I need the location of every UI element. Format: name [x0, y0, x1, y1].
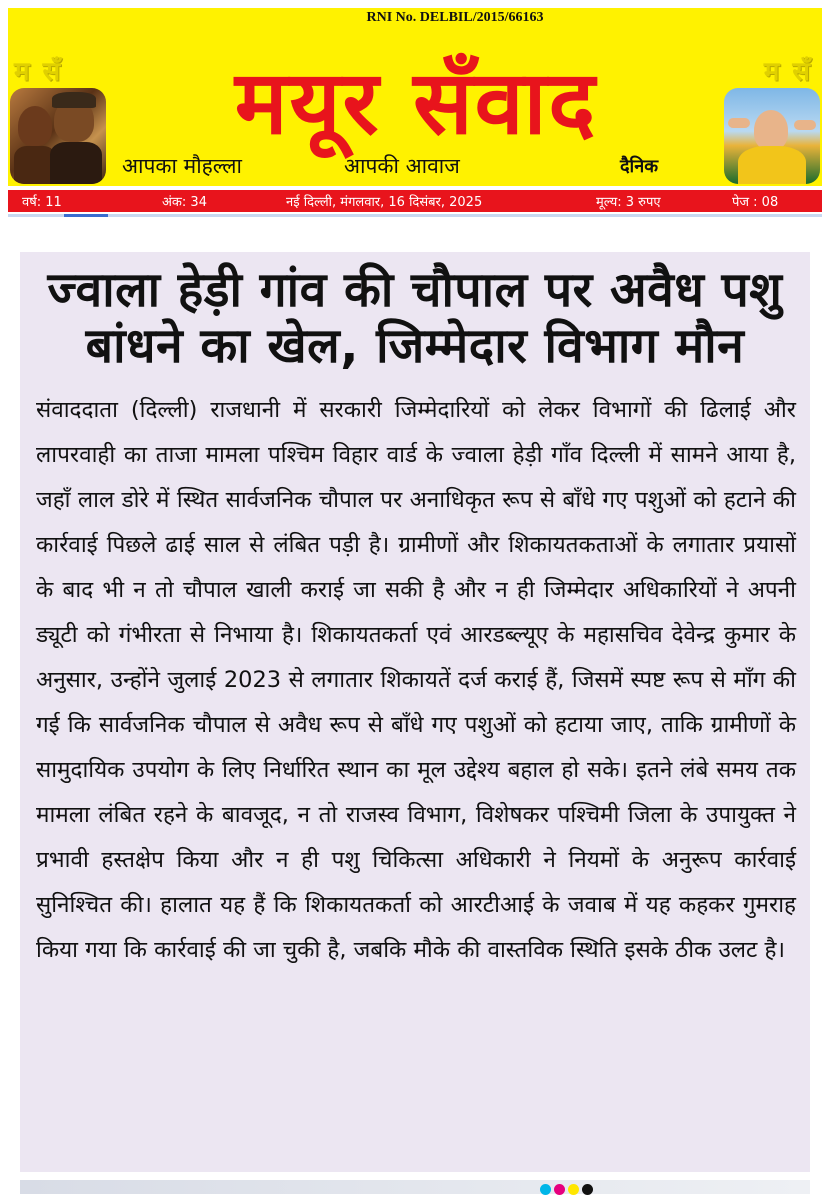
article-body: संवाददाता (दिल्ली) राजधानी में सरकारी जिम्मेदारियों को लेकर विभागों की ढिलाई और लापरवाही का ताजा मामला पश्चिम विहार वार्ड के ज्वाला हेड़ी गाँव दिल्ली में सामने आया है, जहाँ लाल डोरे में स्थित सार्वजनिक चौपाल पर अनाधिकृत रूप से बाँधे गए पशुओं को हटाने की कार्रवाई पिछले ढाई साल से लंबित पड़ी है। ग्रामीणों और शिकायतकताओं के लगातार प्रयासों के बाद भी न तो चौपाल खाली कराई जा सकी है और न ही जिम्मेदार अधिकारियों ने अपनी ड्यूटी को गंभीरता से निभाया है। शिकायतकर्ता एवं आरडब्ल्यूए के महासचिव देवेन्द्र कुमार के अनुसार, उन्होंने जुलाई 2023 से लगातार शिकायतें दर्ज कराई हैं, जिसमें स्पष्ट रूप से माँग की गई कि सार्वजनिक चौपाल से अवैध रूप से बाँधे गए पशुओं को हटाया जाए, ताकि ग्रामीणों के सामुदायिक उपयोग के लिए निर्धारित स्थान का मूल उद्देश्य बहाल हो सके। इतने लंबे समय तक मामला लंबित रहने के बावजूद, न तो राजस्व विभाग, विशेषकर पश्चिमी जिला के उपायुक्त ने प्रभावी हस्तक्षेप किया और न ही पशु चिकित्सा अधिकारी ने नियमों के अनुरूप कार्रवाई सुनिश्चित की। हालात यह हैं कि शिकायतकर्ता को आरटीआई के जवाब में यह कहकर गुमराह किया गया कि कार्रवाई की जा चुकी है, जबकि मौके की वास्तविक स्थिति इसके ठीक उलट है।: [36, 397, 796, 963]
page-number: पेज : 08: [732, 195, 779, 210]
headline-line-1: ज्वाला हेड़ी गांव की चौपाल पर अवैध पशु: [47, 262, 783, 318]
print-registration-marks: [540, 1184, 593, 1195]
divider: [8, 214, 822, 217]
page-footer-strip: [20, 1180, 810, 1194]
newspaper-title: मयूर सँवाद: [234, 51, 598, 154]
tagline-left: आपका मौहल्ला: [122, 154, 242, 178]
logo-mark-left: म सँ: [14, 57, 63, 87]
year-label: वर्ष: 11: [22, 195, 62, 210]
tagline-right: आपकी आवाज: [344, 154, 460, 178]
rni-number: RNI No. DELBIL/2015/66163: [366, 10, 544, 25]
masthead-photo-right: [724, 88, 820, 184]
edition-type: दैनिक: [620, 156, 659, 177]
place-date: नई दिल्ली, मंगलवार, 16 दिसंबर, 2025: [286, 195, 483, 210]
headline-line-2: बांधने का खेल, जिम्मेदार विभाग मौन: [85, 318, 745, 374]
article-headline: [20, 252, 810, 374]
news-article: [20, 252, 810, 1172]
price-label: मूल्य: 3 रुपए: [596, 195, 661, 210]
masthead-photo-left: [10, 88, 106, 184]
logo-mark-right: म सँ: [763, 57, 812, 87]
issue-label: अंक: 34: [162, 195, 207, 210]
masthead: [8, 8, 822, 186]
issue-info-bar: [8, 190, 822, 212]
